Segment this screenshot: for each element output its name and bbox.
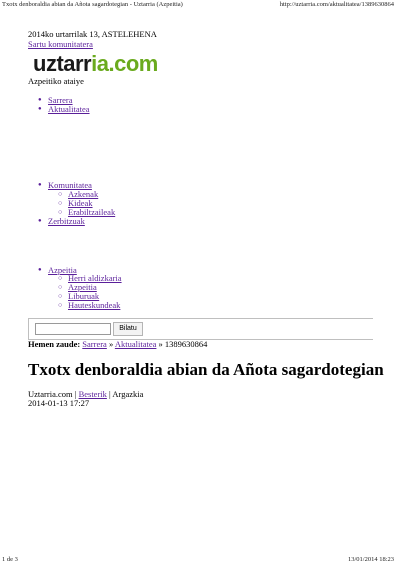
menu-item-sarrera[interactable]: ● Sarrera	[48, 95, 73, 106]
menu-item-aktualitatea[interactable]: ● Aktualitatea	[48, 104, 90, 115]
breadcrumb-separator: »	[158, 339, 163, 349]
article-title: Txotx denboraldia abian da Añota sagardotegian	[28, 360, 384, 379]
submenu-item-azkenak[interactable]: ○ Azkenak	[68, 189, 98, 200]
submenu-item-azpeitia[interactable]: ○ Azpeitia	[68, 282, 97, 293]
site-logo[interactable]	[33, 51, 158, 77]
breadcrumb-label: Hemen zaude:	[28, 339, 81, 349]
breadcrumb-item-aktualitatea[interactable]: Aktualitatea	[114, 339, 157, 349]
menu-item-zerbitzuak[interactable]: ● Zerbitzuak	[48, 216, 85, 227]
article-tag: Argazkia	[112, 389, 144, 399]
logo-text-dark: uztarr	[33, 51, 92, 76]
article-datetime: 2014-01-13 17:27	[28, 398, 90, 408]
menu-item-komunitatea[interactable]: ● Komunitatea	[48, 180, 92, 191]
submenu-item-herri-aldizkaria[interactable]: ○ Herri aldizkaria	[68, 273, 122, 284]
submenu-item-erabiltzaileak[interactable]: ○ Erabiltzaileak	[68, 207, 115, 218]
meta-separator: |	[74, 389, 77, 399]
print-header-url: http://uztarria.com/aktualitatea/1389630864	[279, 1, 394, 8]
article-source: Uztarria.com	[28, 389, 73, 399]
breadcrumb-item-sarrera[interactable]: Sarrera	[82, 339, 107, 349]
site-subtitle: Azpeitiko ataiye	[28, 76, 84, 86]
breadcrumb	[28, 339, 207, 350]
breadcrumb-current: 1389630864	[164, 339, 208, 349]
submenu-item-hauteskundeak[interactable]: ○ Hauteskundeak	[68, 300, 120, 311]
menu-item-azpeitia[interactable]: ● Azpeitia	[48, 265, 77, 276]
community-link[interactable]: Sartu komunitatera	[28, 39, 93, 49]
logo-text-green: ia	[91, 51, 109, 76]
search-button[interactable]: Bilatu	[113, 322, 143, 336]
print-footer-page: 1 de 3	[2, 556, 18, 563]
submenu-item-liburuak[interactable]: ○ Liburuak	[68, 291, 99, 302]
search-input[interactable]	[35, 323, 111, 335]
meta-separator: |	[109, 389, 111, 399]
logo-text-domain: .com	[108, 51, 158, 76]
article-category-link[interactable]: Besterik	[78, 389, 107, 399]
date-label: 2014ko urtarrilak 13, ASTELEHENA	[28, 29, 157, 39]
submenu-item-kideak[interactable]: ○ Kideak	[68, 198, 93, 209]
print-footer-timestamp: 13/01/2014 18:23	[347, 556, 394, 563]
breadcrumb-separator: »	[108, 339, 114, 349]
search-bar	[28, 318, 373, 340]
print-header-title: Txotx denboraldia abian da Añota sagardotegian - Uztarria (Azpeitia)	[2, 1, 183, 8]
